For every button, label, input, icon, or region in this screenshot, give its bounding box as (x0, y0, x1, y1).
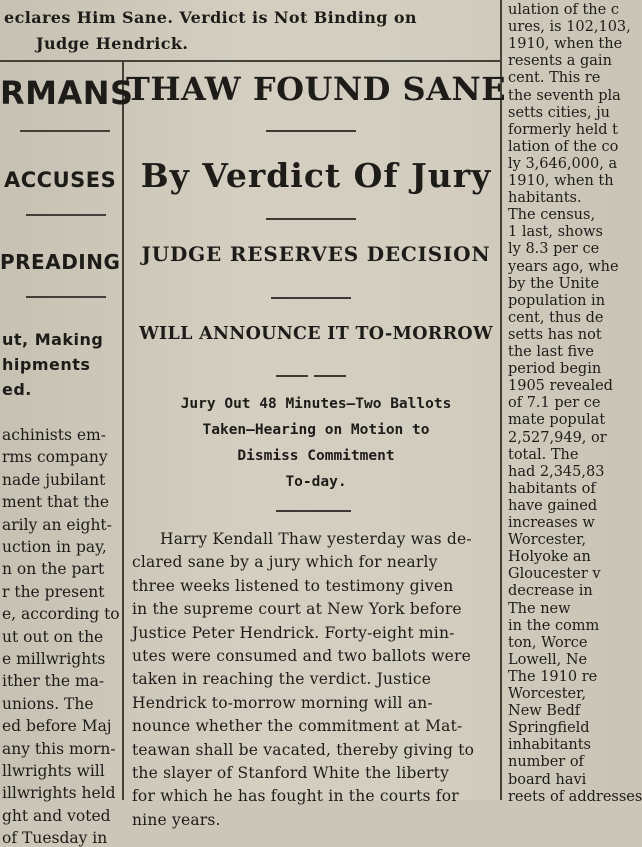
right-body-line: years ago, whe (508, 258, 619, 275)
left-body-line: ed before Maj (2, 717, 112, 736)
right-body-line: habitants. (508, 190, 582, 207)
summary-line: Taken—Hearing on Motion to (202, 422, 430, 438)
right-body-line: cent. This re (508, 70, 601, 87)
article-line: Justice Peter Hendrick. Forty-eight min- (132, 623, 455, 642)
article-line: Hendrick to-morrow morning will an- (132, 693, 433, 712)
left-dash-3 (26, 296, 106, 298)
right-body-line: population in (508, 292, 606, 309)
right-body-line: board havi (508, 771, 587, 788)
right-body-line: Worcester, (508, 532, 587, 549)
left-deck-line-1: ut, Making (2, 330, 104, 349)
article-line: in the supreme court at New York before (132, 600, 462, 619)
right-body-line: New Bedf (508, 703, 581, 720)
right-body-line: by the Unite (508, 275, 600, 292)
column-rule-left (122, 62, 124, 800)
right-body-line: in the comm (508, 617, 600, 634)
left-body-line: arily an eight- (2, 515, 112, 534)
left-body-line: ut out on the (2, 627, 104, 646)
right-column (508, 2, 642, 805)
right-body-line: ly 8.3 per ce (508, 241, 600, 258)
center-column (126, 60, 507, 829)
article-line: for which he has fought in the courts for (132, 787, 459, 806)
left-body-line: e millwrights (2, 650, 106, 668)
article-line: three weeks listened to testimony given (132, 576, 454, 595)
left-body-line: ght and voted (2, 806, 111, 825)
right-body-line: period begin (508, 361, 602, 378)
right-body-line: 1910, when the (508, 36, 623, 53)
left-body-line: ment that the (2, 493, 110, 512)
left-body-line: nade jubilant (2, 470, 106, 489)
summary-line: To-day. (285, 474, 347, 490)
left-dash-1 (20, 130, 110, 132)
sub-headline: By Verdict Of Jury (140, 156, 492, 195)
right-body-line: lation of the co (508, 138, 619, 155)
right-body-line: setts has not (508, 326, 602, 343)
right-body-line: ton, Worce (508, 634, 588, 651)
left-subhead-2: PREADING (0, 250, 121, 274)
left-body-line: llwrights will (2, 762, 105, 780)
right-body-line: number of (508, 754, 584, 771)
left-body-line: e, according to (2, 605, 120, 624)
headline-dash-5 (276, 510, 351, 512)
right-body-line: The 1910 re (508, 668, 598, 685)
left-body-line: rms company (2, 448, 108, 467)
right-body-line: Holyoke an (508, 549, 591, 566)
right-body-line: 1905 revealed (508, 378, 613, 395)
right-body-line: Springfield (508, 720, 590, 737)
summary-line: Jury Out 48 Minutes—Two Ballots (180, 396, 452, 412)
right-body-line: have gained (508, 497, 598, 514)
left-body-line: of Tuesday in (2, 829, 108, 847)
article-line: the slayer of Stanford White the liberty (132, 764, 450, 782)
right-body-line: resents a gain (508, 53, 612, 70)
article-line: Harry Kendall Thaw yesterday was de- (160, 530, 472, 548)
article-line: utes were consumed and two ballots were (132, 647, 472, 665)
right-body-line: inhabitants (508, 737, 591, 754)
left-body-line: n on the part (2, 560, 105, 579)
article-line: clared sane by a jury which for nearly (132, 553, 438, 572)
right-body-line: ures, is 102,103, (508, 19, 631, 36)
left-headline: RMANS (0, 74, 134, 112)
right-body-line: ly 3,646,000, a (508, 155, 618, 172)
main-headline: THAW FOUND SANE (126, 70, 507, 108)
deck-judge-reserves: JUDGE RESERVES DECISION (141, 242, 491, 266)
left-body-line: ither the ma- (2, 672, 105, 691)
article-line: teawan shall be vacated, thereby giving to (132, 740, 475, 759)
right-body-line: 2,527,949, or (508, 429, 607, 446)
article-line: nine years. (132, 810, 221, 829)
right-body-line: Gloucester v (508, 566, 601, 583)
top-deck-line-1: eclares Him Sane. Verdict is Not Binding on (4, 8, 417, 27)
right-body-line: Lowell, Ne (508, 651, 588, 668)
right-body-line: the last five (508, 344, 594, 360)
right-body-line: formerly held t (508, 121, 619, 138)
right-body-line: decrease in (508, 583, 593, 600)
right-body-line: total. The (508, 446, 579, 463)
left-body-line: unions. The (2, 694, 94, 713)
left-body-line: illwrights held (2, 784, 116, 803)
summary-line: Dismiss Commitment (237, 448, 395, 464)
top-deck-line-2: Judge Hendrick. (36, 34, 189, 53)
article-line: nounce whether the commitment at Mat- (132, 717, 463, 736)
right-body-line: of 7.1 per ce (508, 395, 601, 412)
right-body-line: increases w (508, 515, 595, 531)
left-deck-line-2: hipments (2, 355, 91, 374)
headline-dash-1 (266, 130, 356, 132)
right-body-line: mate populat (508, 412, 606, 429)
right-body-line: 1 last, shows (508, 224, 603, 241)
left-dash-2 (26, 214, 106, 216)
right-body-line: the seventh pla (508, 87, 621, 104)
left-body-line: r the present (2, 582, 105, 601)
right-body-line: Worcester, (508, 686, 587, 702)
right-body-line: reets of addresses (508, 788, 642, 805)
right-body-line: 1910, when th (508, 173, 614, 189)
left-subhead-1: ACCUSES (4, 168, 117, 192)
deck-announce: WILL ANNOUNCE IT TO-MORROW (139, 324, 493, 344)
article-line: taken in reaching the verdict. Justice (132, 670, 432, 689)
right-body-line: setts cities, ju (508, 104, 611, 121)
right-body-line: habitants of (508, 480, 596, 497)
left-body-line: any this morn- (2, 739, 116, 758)
right-body-line: The census, (508, 207, 596, 224)
right-body-line: had 2,345,83 (508, 463, 605, 480)
headline-dash-3 (271, 297, 351, 299)
headline-dash-4a (276, 375, 308, 377)
headline-dash-4b (314, 375, 346, 377)
headline-dash-2 (266, 218, 356, 220)
right-body-line: cent, thus de (508, 309, 604, 326)
left-body-line: uction in pay, (2, 538, 107, 556)
right-body-line: The new (508, 600, 571, 617)
left-body-line: achinists em- (2, 426, 106, 444)
right-body-line: ulation of the c (508, 2, 619, 18)
left-deck-line-3: ed. (2, 380, 32, 399)
